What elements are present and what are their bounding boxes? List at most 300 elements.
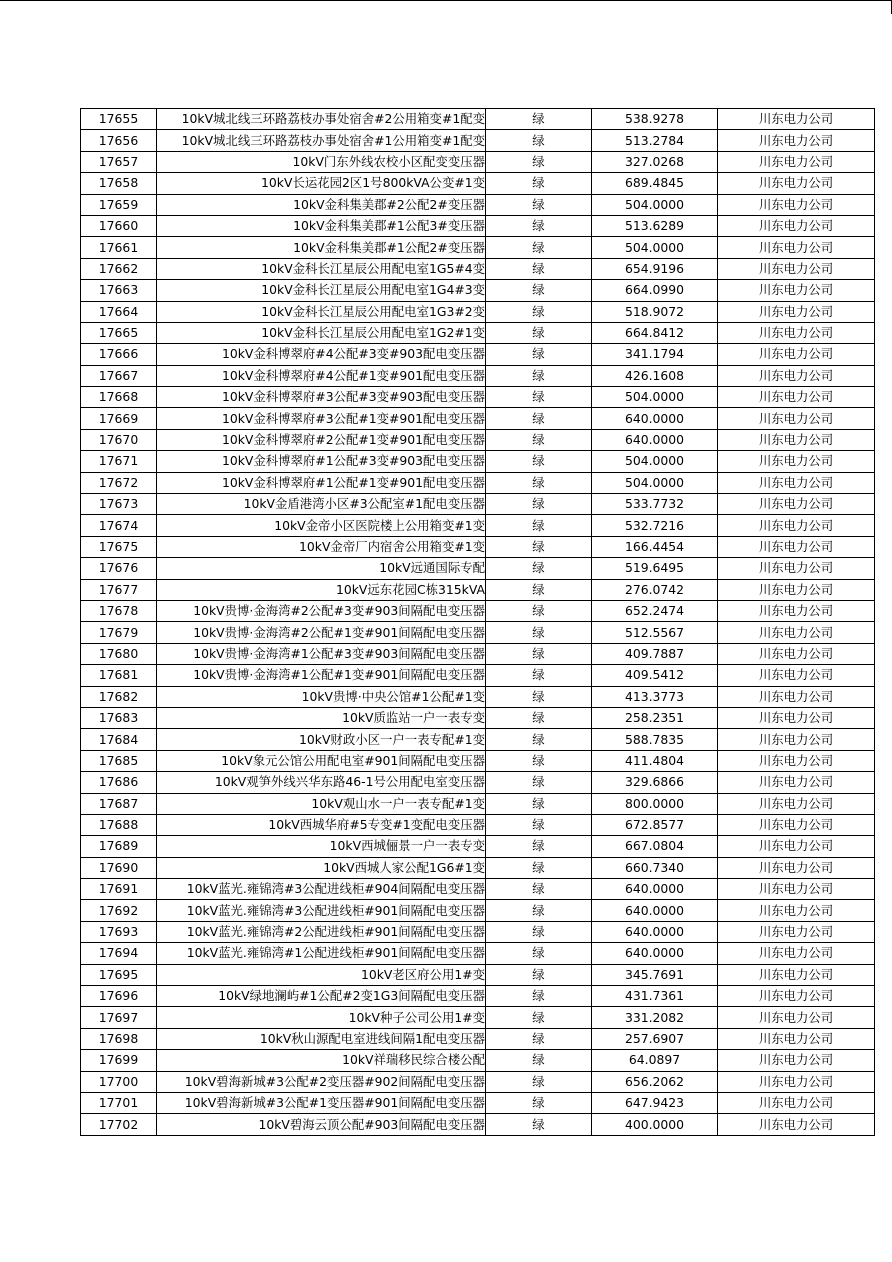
row-company-cell: 川东电力公司	[718, 194, 875, 215]
row-status-color-cell: 绿	[486, 322, 592, 343]
table-row	[81, 750, 875, 771]
row-company-cell: 川东电力公司	[718, 622, 875, 643]
row-status-color-cell: 绿	[486, 1092, 592, 1113]
row-name-cell	[157, 215, 486, 236]
row-value-cell: 519.6495	[592, 558, 718, 579]
row-id-cell: 17683	[81, 707, 157, 728]
row-name-text: 10kV贵博·金海湾#2公配#1变#901间隔配电变压器	[193, 624, 485, 640]
row-value-cell: 258.2351	[592, 707, 718, 728]
row-name-cell	[157, 151, 486, 172]
row-name-text: 10kV西城俪景一户一表专变	[329, 838, 485, 854]
row-name-clip	[157, 173, 485, 193]
row-value-cell: 411.4804	[592, 750, 718, 771]
row-status-color-cell: 绿	[486, 408, 592, 429]
row-value-cell: 518.9072	[592, 301, 718, 322]
row-value-cell: 513.2784	[592, 130, 718, 151]
row-id-cell: 17672	[81, 472, 157, 493]
row-name-text: 10kV金科集美郡#1公配2#变压器	[293, 239, 485, 255]
row-name-text: 10kV贵博·金海湾#2公配#3变#903间隔配电变压器	[193, 603, 485, 619]
row-name-clip	[157, 558, 485, 578]
row-value-cell: 413.3773	[592, 686, 718, 707]
table-row	[81, 237, 875, 258]
row-value-cell: 64.0897	[592, 1050, 718, 1071]
row-name-text: 10kV秋山源配电室进线间隔1配电变压器	[259, 1030, 485, 1046]
row-name-cell	[157, 494, 486, 515]
row-name-cell	[157, 1007, 486, 1028]
row-value-cell: 504.0000	[592, 387, 718, 408]
row-status-color-cell: 绿	[486, 900, 592, 921]
row-name-cell	[157, 258, 486, 279]
row-value-cell: 664.8412	[592, 322, 718, 343]
row-status-color-cell: 绿	[486, 173, 592, 194]
row-value-cell: 532.7216	[592, 515, 718, 536]
row-status-color-cell: 绿	[486, 1028, 592, 1049]
row-name-text: 10kV金科博翠府#3公配#1变#901配电变压器	[221, 410, 485, 426]
row-name-clip	[157, 302, 485, 322]
row-value-cell: 647.9423	[592, 1092, 718, 1113]
row-status-color-cell: 绿	[486, 258, 592, 279]
table-row	[81, 109, 875, 130]
row-name-cell	[157, 772, 486, 793]
row-name-text: 10kV金帝小区医院楼上公用箱变#1变	[274, 517, 485, 533]
row-status-color-cell: 绿	[486, 857, 592, 878]
row-id-cell: 17660	[81, 215, 157, 236]
row-name-clip	[157, 644, 485, 664]
row-company-cell: 川东电力公司	[718, 365, 875, 386]
row-name-clip	[157, 152, 485, 172]
row-name-text: 10kV蓝光.雍锦湾#3公配进线柜#901间隔配电变压器	[186, 902, 485, 918]
row-company-cell: 川东电力公司	[718, 472, 875, 493]
row-value-cell: 513.6289	[592, 215, 718, 236]
row-company-cell: 川东电力公司	[718, 836, 875, 857]
row-value-cell: 400.0000	[592, 1114, 718, 1135]
row-id-cell: 17666	[81, 344, 157, 365]
row-status-color-cell: 绿	[486, 921, 592, 942]
row-name-clip	[157, 922, 485, 942]
table-row	[81, 1007, 875, 1028]
row-value-cell: 640.0000	[592, 879, 718, 900]
row-name-text: 10kV金科博翠府#3公配#3变#903配电变压器	[221, 389, 485, 405]
row-name-cell	[157, 472, 486, 493]
table-row	[81, 707, 875, 728]
row-id-cell: 17665	[81, 322, 157, 343]
row-status-color-cell: 绿	[486, 365, 592, 386]
table-row	[81, 322, 875, 343]
row-company-cell: 川东电力公司	[718, 215, 875, 236]
row-id-cell: 17686	[81, 772, 157, 793]
row-name-text: 10kV质监站一户一表专变	[342, 710, 485, 726]
row-name-clip	[157, 430, 485, 450]
row-name-text: 10kV金科长江星辰公用配电室1G3#2变	[261, 303, 485, 319]
row-value-cell: 640.0000	[592, 943, 718, 964]
table-row	[81, 536, 875, 557]
row-company-cell: 川东电力公司	[718, 429, 875, 450]
row-company-cell: 川东电力公司	[718, 579, 875, 600]
row-id-cell: 17700	[81, 1071, 157, 1092]
row-name-text: 10kV金帝厂内宿舍公用箱变#1变	[299, 539, 485, 554]
row-name-cell	[157, 1071, 486, 1092]
row-name-text: 10kV远通国际专配	[379, 560, 485, 576]
transformer-table-body	[81, 109, 875, 1136]
row-id-cell: 17690	[81, 857, 157, 878]
row-value-cell: 276.0742	[592, 579, 718, 600]
row-value-cell: 257.6907	[592, 1028, 718, 1049]
row-id-cell: 17659	[81, 194, 157, 215]
row-name-text: 10kV门东外线农校小区配变变压器	[292, 153, 485, 169]
row-name-cell	[157, 344, 486, 365]
table-row	[81, 494, 875, 515]
row-company-cell: 川东电力公司	[718, 1092, 875, 1113]
row-name-cell	[157, 750, 486, 771]
row-value-cell: 640.0000	[592, 921, 718, 942]
row-value-cell: 331.2082	[592, 1007, 718, 1028]
table-row	[81, 600, 875, 621]
row-name-cell	[157, 814, 486, 835]
row-status-color-cell: 绿	[486, 280, 592, 301]
table-row	[81, 1071, 875, 1092]
row-id-cell: 17691	[81, 879, 157, 900]
row-status-color-cell: 绿	[486, 579, 592, 600]
row-status-color-cell: 绿	[486, 515, 592, 536]
row-id-cell: 17697	[81, 1007, 157, 1028]
row-id-cell: 17687	[81, 793, 157, 814]
row-company-cell: 川东电力公司	[718, 986, 875, 1007]
row-company-cell: 川东电力公司	[718, 109, 875, 130]
row-status-color-cell: 绿	[486, 1050, 592, 1071]
row-name-cell	[157, 900, 486, 921]
row-status-color-cell: 绿	[486, 622, 592, 643]
table-row	[81, 194, 875, 215]
table-row	[81, 344, 875, 365]
row-name-clip	[157, 216, 485, 236]
row-status-color-cell: 绿	[486, 472, 592, 493]
row-name-cell	[157, 429, 486, 450]
row-value-cell: 588.7835	[592, 729, 718, 750]
row-status-color-cell: 绿	[486, 750, 592, 771]
row-name-text: 10kV金科博翠府#1公配#3变#903配电变压器	[221, 453, 485, 469]
row-name-cell	[157, 130, 486, 151]
row-id-cell: 17656	[81, 130, 157, 151]
row-company-cell: 川东电力公司	[718, 665, 875, 686]
row-name-clip	[157, 708, 485, 728]
row-name-clip	[157, 473, 485, 493]
row-name-cell	[157, 301, 486, 322]
row-status-color-cell: 绿	[486, 301, 592, 322]
row-value-cell: 533.7732	[592, 494, 718, 515]
row-company-cell: 川东电力公司	[718, 1114, 875, 1135]
row-value-cell: 654.9196	[592, 258, 718, 279]
row-status-color-cell: 绿	[486, 600, 592, 621]
row-name-cell	[157, 579, 486, 600]
row-company-cell: 川东电力公司	[718, 729, 875, 750]
row-company-cell: 川东电力公司	[718, 173, 875, 194]
row-id-cell: 17701	[81, 1092, 157, 1113]
row-name-clip	[157, 131, 485, 151]
row-name-text: 10kV金科长江星辰公用配电室1G2#1变	[261, 325, 485, 341]
row-name-cell	[157, 451, 486, 472]
table-row	[81, 173, 875, 194]
row-name-text: 10kV金科长江星辰公用配电室1G4#3变	[261, 282, 485, 298]
row-name-cell	[157, 836, 486, 857]
row-name-cell	[157, 622, 486, 643]
row-id-cell: 17698	[81, 1028, 157, 1049]
row-name-text: 10kV碧海新城#3公配#1变压器#901间隔配电变压器	[184, 1095, 485, 1111]
row-name-text: 10kV观山水一户一表专配#1变	[311, 795, 485, 811]
table-row	[81, 387, 875, 408]
table-row	[81, 729, 875, 750]
row-name-clip	[157, 1050, 485, 1070]
row-company-cell: 川东电力公司	[718, 707, 875, 728]
row-name-clip	[157, 665, 485, 685]
row-name-text: 10kV种子公司公用1#变	[348, 1009, 485, 1025]
table-row	[81, 814, 875, 835]
row-name-text: 10kV观笋外线兴华东路46-1号公用配电室变压器	[214, 774, 485, 790]
table-row	[81, 622, 875, 643]
row-name-clip	[157, 323, 485, 343]
row-name-clip	[157, 858, 485, 878]
row-company-cell: 川东电力公司	[718, 130, 875, 151]
row-id-cell: 17673	[81, 494, 157, 515]
row-id-cell: 17675	[81, 536, 157, 557]
row-status-color-cell: 绿	[486, 1114, 592, 1135]
row-company-cell: 川东电力公司	[718, 536, 875, 557]
row-id-cell: 17685	[81, 750, 157, 771]
row-company-cell: 川东电力公司	[718, 686, 875, 707]
row-name-clip	[157, 1093, 485, 1113]
row-name-text: 10kV金科博翠府#4公配#1变#901配电变压器	[221, 367, 485, 383]
row-name-cell	[157, 986, 486, 1007]
row-name-text: 10kV城北线三环路荔枝办事处宿舍#1公用箱变#1配变	[181, 132, 485, 148]
row-name-cell	[157, 686, 486, 707]
table-row	[81, 280, 875, 301]
row-name-clip	[157, 409, 485, 429]
row-name-clip	[157, 1072, 485, 1092]
table-row	[81, 836, 875, 857]
table-row	[81, 900, 875, 921]
row-company-cell: 川东电力公司	[718, 943, 875, 964]
row-company-cell: 川东电力公司	[718, 750, 875, 771]
table-row	[81, 130, 875, 151]
row-name-clip	[157, 494, 485, 514]
row-name-clip	[157, 195, 485, 215]
row-name-cell	[157, 964, 486, 985]
table-row	[81, 301, 875, 322]
row-company-cell: 川东电力公司	[718, 900, 875, 921]
row-name-cell	[157, 857, 486, 878]
table-row	[81, 258, 875, 279]
page-top-border	[0, 0, 892, 1]
row-status-color-cell: 绿	[486, 793, 592, 814]
row-company-cell: 川东电力公司	[718, 857, 875, 878]
row-name-clip	[157, 901, 485, 921]
row-value-cell: 640.0000	[592, 900, 718, 921]
row-name-clip	[157, 815, 485, 835]
row-name-text: 10kV金科博翠府#2公配#1变#901配电变压器	[221, 432, 485, 448]
row-name-text: 10kV金科博翠府#1公配#1变#901配电变压器	[221, 474, 485, 490]
row-name-text: 10kV远东花园C栋315kVA	[335, 581, 485, 597]
table-row	[81, 1028, 875, 1049]
row-value-cell: 345.7691	[592, 964, 718, 985]
row-id-cell: 17681	[81, 665, 157, 686]
table-row	[81, 964, 875, 985]
row-name-text: 10kV绿地澜屿#1公配#2变1G3间隔配电变压器	[218, 988, 485, 1004]
row-company-cell: 川东电力公司	[718, 558, 875, 579]
table-row	[81, 1092, 875, 1113]
row-id-cell: 17669	[81, 408, 157, 429]
row-name-cell	[157, 1028, 486, 1049]
row-id-cell: 17676	[81, 558, 157, 579]
table-row	[81, 365, 875, 386]
row-name-cell	[157, 1114, 486, 1135]
row-name-clip	[157, 280, 485, 300]
row-name-cell	[157, 793, 486, 814]
table-row	[81, 1114, 875, 1135]
row-id-cell: 17661	[81, 237, 157, 258]
row-status-color-cell: 绿	[486, 836, 592, 857]
row-name-clip	[157, 109, 485, 129]
row-company-cell: 川东电力公司	[718, 964, 875, 985]
row-company-cell: 川东电力公司	[718, 814, 875, 835]
row-name-clip	[157, 751, 485, 771]
row-status-color-cell: 绿	[486, 964, 592, 985]
row-name-clip	[157, 687, 485, 707]
row-company-cell: 川东电力公司	[718, 1071, 875, 1092]
row-status-color-cell: 绿	[486, 1007, 592, 1028]
row-company-cell: 川东电力公司	[718, 451, 875, 472]
table-row	[81, 515, 875, 536]
row-name-text: 10kV老区府公用1#变	[360, 966, 485, 982]
row-status-color-cell: 绿	[486, 215, 592, 236]
row-name-clip	[157, 601, 485, 621]
row-name-clip	[157, 623, 485, 643]
row-value-cell: 672.8577	[592, 814, 718, 835]
row-id-cell: 17692	[81, 900, 157, 921]
row-id-cell: 17658	[81, 173, 157, 194]
row-id-cell: 17677	[81, 579, 157, 600]
row-name-clip	[157, 1115, 485, 1135]
row-status-color-cell: 绿	[486, 194, 592, 215]
row-name-clip	[157, 836, 485, 856]
row-name-cell	[157, 643, 486, 664]
row-name-text: 10kV金科集美郡#2公配2#变压器	[293, 196, 485, 212]
row-name-text: 10kV贵博·金海湾#1公配#1变#901间隔配电变压器	[193, 667, 485, 683]
row-name-clip	[157, 366, 485, 386]
row-company-cell: 川东电力公司	[718, 494, 875, 515]
row-value-cell: 512.5567	[592, 622, 718, 643]
row-status-color-cell: 绿	[486, 879, 592, 900]
row-id-cell: 17655	[81, 109, 157, 130]
row-name-cell	[157, 109, 486, 130]
row-status-color-cell: 绿	[486, 772, 592, 793]
row-name-cell	[157, 729, 486, 750]
table-row	[81, 215, 875, 236]
row-name-clip	[157, 516, 485, 536]
row-id-cell: 17664	[81, 301, 157, 322]
row-name-cell	[157, 280, 486, 301]
table-row	[81, 686, 875, 707]
row-company-cell: 川东电力公司	[718, 793, 875, 814]
row-company-cell: 川东电力公司	[718, 280, 875, 301]
row-status-color-cell: 绿	[486, 387, 592, 408]
row-company-cell: 川东电力公司	[718, 515, 875, 536]
row-company-cell: 川东电力公司	[718, 921, 875, 942]
row-name-clip	[157, 965, 485, 985]
row-value-cell: 640.0000	[592, 429, 718, 450]
row-name-text: 10kV长运花园2区1号800kVA公变#1变	[261, 175, 485, 191]
row-name-clip	[157, 580, 485, 600]
row-status-color-cell: 绿	[486, 109, 592, 130]
row-name-cell	[157, 600, 486, 621]
row-status-color-cell: 绿	[486, 536, 592, 557]
table-row	[81, 665, 875, 686]
row-value-cell: 800.0000	[592, 793, 718, 814]
row-name-cell	[157, 921, 486, 942]
table-row	[81, 921, 875, 942]
row-status-color-cell: 绿	[486, 943, 592, 964]
row-value-cell: 341.1794	[592, 344, 718, 365]
row-value-cell: 327.0268	[592, 151, 718, 172]
row-status-color-cell: 绿	[486, 707, 592, 728]
row-name-cell	[157, 943, 486, 964]
row-company-cell: 川东电力公司	[718, 1028, 875, 1049]
row-name-cell	[157, 1092, 486, 1113]
row-name-cell	[157, 194, 486, 215]
table-row	[81, 558, 875, 579]
row-value-cell: 409.5412	[592, 665, 718, 686]
row-name-clip	[157, 451, 485, 471]
row-id-cell: 17678	[81, 600, 157, 621]
row-name-cell	[157, 665, 486, 686]
table-row	[81, 472, 875, 493]
row-value-cell: 504.0000	[592, 472, 718, 493]
table-row	[81, 772, 875, 793]
row-id-cell: 17680	[81, 643, 157, 664]
row-company-cell: 川东电力公司	[718, 322, 875, 343]
row-id-cell: 17684	[81, 729, 157, 750]
row-status-color-cell: 绿	[486, 558, 592, 579]
row-value-cell: 504.0000	[592, 237, 718, 258]
row-value-cell: 166.4454	[592, 536, 718, 557]
row-id-cell: 17668	[81, 387, 157, 408]
row-name-clip	[157, 794, 485, 814]
table-row	[81, 943, 875, 964]
row-status-color-cell: 绿	[486, 151, 592, 172]
row-company-cell: 川东电力公司	[718, 1007, 875, 1028]
table-row	[81, 879, 875, 900]
row-name-cell	[157, 536, 486, 557]
row-name-cell	[157, 387, 486, 408]
row-company-cell: 川东电力公司	[718, 1050, 875, 1071]
row-name-cell	[157, 322, 486, 343]
row-name-clip	[157, 1029, 485, 1049]
row-status-color-cell: 绿	[486, 237, 592, 258]
table-row	[81, 151, 875, 172]
table-row	[81, 451, 875, 472]
row-name-text: 10kV蓝光.雍锦湾#2公配进线柜#901间隔配电变压器	[186, 924, 485, 940]
row-name-text: 10kV蓝光.雍锦湾#3公配进线柜#904间隔配电变压器	[186, 881, 485, 897]
row-value-cell: 660.7340	[592, 857, 718, 878]
row-value-cell: 431.7361	[592, 986, 718, 1007]
row-name-text: 10kV西城华府#5专变#1变配电变压器	[268, 817, 485, 833]
row-value-cell: 504.0000	[592, 451, 718, 472]
row-id-cell: 17671	[81, 451, 157, 472]
row-name-text: 10kV城北线三环路荔枝办事处宿舍#2公用箱变#1配变	[181, 111, 485, 127]
row-name-cell	[157, 1050, 486, 1071]
row-status-color-cell: 绿	[486, 665, 592, 686]
transformer-table	[80, 108, 875, 1136]
row-name-text: 10kV贵博·金海湾#1公配#3变#903间隔配电变压器	[193, 645, 485, 661]
row-name-clip	[157, 344, 485, 364]
